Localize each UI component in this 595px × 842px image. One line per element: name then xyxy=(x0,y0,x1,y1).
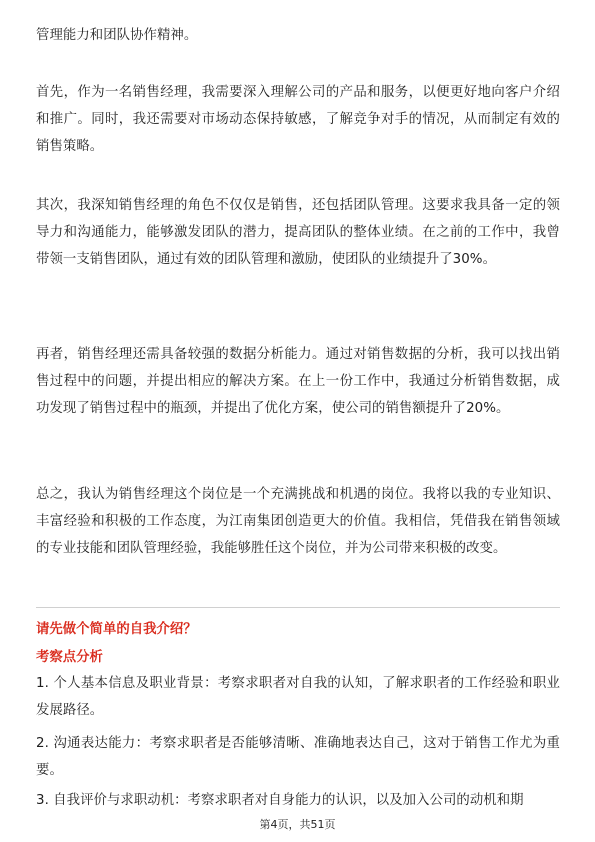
section-divider xyxy=(36,607,560,608)
analysis-item-1: 1. 个人基本信息及职业背景：考察求职者对自我的认知，了解求职者的工作经验和职业发展路径。 xyxy=(36,676,560,718)
page-number: 第4页，共51页 xyxy=(259,818,336,831)
paragraph-intro-continuation: 管理能力和团队协作精神。 xyxy=(36,28,198,43)
paragraph-secondly: 其次，我深知销售经理的角色不仅仅是销售，还包括团队管理。这要求我具备一定的领导力和沟通能力，能够激发团队的潜力，提高团队的整体业绩。在之前的工作中，我曾带领一支销售团队，通过有效的团队管理和激励，使团队的业绩提升了30%。 xyxy=(36,198,560,267)
analysis-item-2: 2. 沟通表达能力：考察求职者是否能够清晰、准确地表达自己，这对于销售工作尤为重要。 xyxy=(36,736,560,778)
paragraph-firstly: 首先，作为一名销售经理，我需要深入理解公司的产品和服务，以便更好地向客户介绍和推广。同时，我还需要对市场动态保持敏感，了解竞争对手的情况，从而制定有效的销售策略。 xyxy=(36,85,560,154)
paragraph-conclusion: 总之，我认为销售经理这个岗位是一个充满挑战和机遇的岗位。我将以我的专业知识、丰富经验和积极的工作态度，为江南集团创造更大的价值。我相信，凭借我在销售领域的专业技能和团队管理经验，我能够胜任这个岗位，并为公司带来积极的改变。 xyxy=(36,487,560,556)
analysis-item-3: 3. 自我评价与求职动机：考察求职者对自身能力的认识，以及加入公司的动机和期 xyxy=(36,793,524,808)
question-title: 请先做个简单的自我介绍？ xyxy=(36,622,197,637)
analysis-heading: 考察点分析 xyxy=(36,650,103,665)
paragraph-furthermore: 再者，销售经理还需具备较强的数据分析能力。通过对销售数据的分析，我可以找出销售过程中的问题，并提出相应的解决方案。在上一份工作中，我通过分析销售数据，成功发现了销售过程中的瓶颈，并提出了优化方案，使公司的销售额提升了20%。 xyxy=(36,347,560,416)
